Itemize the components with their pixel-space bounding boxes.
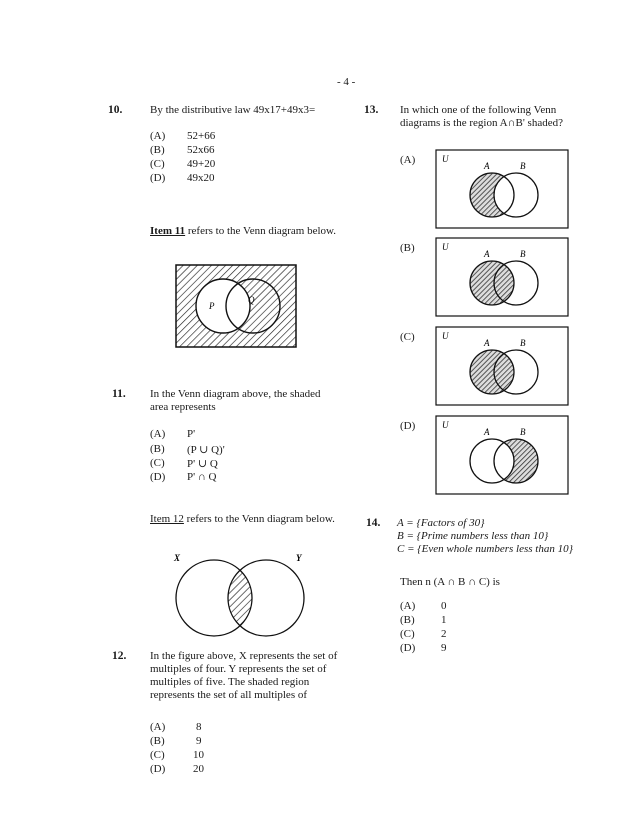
q11-option-a-text: P' xyxy=(187,428,196,440)
q12-option-c-label[interactable]: (C) xyxy=(150,749,165,761)
q10-option-c-label[interactable]: (C) xyxy=(150,158,165,170)
q11-stem-line2: area represents xyxy=(150,401,216,413)
figure-12-venn xyxy=(166,550,316,640)
q13-option-c-venn xyxy=(436,327,568,405)
q11-stem-line1: In the Venn diagram above, the shaded xyxy=(150,388,321,400)
q13d-u: U xyxy=(442,420,449,430)
q11-option-c-text: P' ∪ Q xyxy=(187,458,218,470)
q13-option-a-label[interactable]: (A) xyxy=(400,154,416,166)
q14-set-b: B = {Prime numbers less than 10} xyxy=(397,530,549,542)
item12-rest: refers to the Venn diagram below. xyxy=(183,513,335,525)
item11-rest: refers to the Venn diagram below. xyxy=(185,225,337,237)
q14-option-d-label[interactable]: (D) xyxy=(400,642,416,654)
q12-stem-line1: In the figure above, X represents the set of xyxy=(150,650,338,662)
q12-stem-line3: multiples of five. The shaded region xyxy=(150,676,310,688)
q13-option-a-venn xyxy=(436,150,568,228)
q14-option-c-text: 2 xyxy=(441,628,447,640)
q14-option-c-label[interactable]: (C) xyxy=(400,628,415,640)
q12-option-a-label[interactable]: (A) xyxy=(150,721,166,733)
fig11-label-p: P xyxy=(209,301,215,311)
q14-option-d-text: 9 xyxy=(441,642,447,654)
q10-option-a-text: 52+66 xyxy=(187,130,216,142)
q13b-a: A xyxy=(484,249,490,259)
q11-option-d-label[interactable]: (D) xyxy=(150,471,166,483)
q12-option-b-label[interactable]: (B) xyxy=(150,735,165,747)
q12-option-c-text: 10 xyxy=(193,749,204,761)
q13-option-d-venn xyxy=(436,416,568,494)
q13-option-b-venn xyxy=(436,238,568,316)
q11-option-c-label[interactable]: (C) xyxy=(150,457,165,469)
q11-option-b-label[interactable]: (B) xyxy=(150,443,165,455)
q14-option-b-text: 1 xyxy=(441,614,447,626)
q13a-u: U xyxy=(442,154,449,164)
page-number: - 4 - xyxy=(337,76,356,88)
q14-option-a-text: 0 xyxy=(441,600,447,612)
q14-option-b-label[interactable]: (B) xyxy=(400,614,415,626)
q12-stem-line4: represents the set of all multiples of xyxy=(150,689,308,701)
q14-option-a-label[interactable]: (A) xyxy=(400,600,416,612)
q13-number: 13. xyxy=(364,104,379,116)
q10-option-a-label[interactable]: (A) xyxy=(150,130,166,142)
item12-label: Item 12 xyxy=(150,513,184,525)
q11-number: 11. xyxy=(112,388,126,400)
q14-set-c: C = {Even whole numbers less than 10} xyxy=(397,543,574,555)
q13b-u: U xyxy=(442,242,449,252)
q12-number: 12. xyxy=(112,650,127,662)
q13d-a: A xyxy=(484,427,490,437)
q10-number: 10. xyxy=(108,104,123,116)
q10-option-b-label[interactable]: (B) xyxy=(150,144,165,156)
q10-option-d-label[interactable]: (D) xyxy=(150,172,166,184)
q11-option-b-text: (P ∪ Q)' xyxy=(187,444,225,456)
q14-question: Then n (A ∩ B ∩ C) is xyxy=(400,576,500,588)
item11-caption xyxy=(150,225,336,237)
q11-option-d-text: P' ∩ Q xyxy=(187,471,217,483)
q13c-u: U xyxy=(442,331,449,341)
q12-option-a-text: 8 xyxy=(196,721,202,733)
fig12-label-y: Y xyxy=(296,553,302,563)
fig12-label-x: X xyxy=(174,553,181,563)
fig11-label-q: Q xyxy=(248,295,255,305)
q12-option-d-label[interactable]: (D) xyxy=(150,763,166,775)
q13-stem-line1: In which one of the following Venn xyxy=(400,104,557,116)
q13a-b: B xyxy=(520,161,526,171)
q10-option-b-text: 52x66 xyxy=(187,144,215,156)
figure-11-venn xyxy=(176,265,296,347)
q13-stem-line2: diagrams is the region A∩B' shaded? xyxy=(400,117,563,129)
q10-option-d-text: 49x20 xyxy=(187,172,215,184)
q10-option-c-text: 49+20 xyxy=(187,158,216,170)
q13d-b: B xyxy=(520,427,526,437)
q13c-a: A xyxy=(484,338,490,348)
q12-option-b-text: 9 xyxy=(196,735,202,747)
q13-option-c-label[interactable]: (C) xyxy=(400,331,415,343)
q14-number: 14. xyxy=(366,517,381,529)
q11-option-a-label[interactable]: (A) xyxy=(150,428,166,440)
q13-option-b-label[interactable]: (B) xyxy=(400,242,415,254)
q14-set-a: A = {Factors of 30} xyxy=(397,517,485,529)
q13-option-d-label[interactable]: (D) xyxy=(400,420,416,432)
item11-label: Item 11 xyxy=(150,225,186,237)
q13c-b: B xyxy=(520,338,526,348)
q10-stem: By the distributive law 49x17+49x3= xyxy=(150,104,316,116)
q12-option-d-text: 20 xyxy=(193,763,204,775)
q12-stem-line2: multiples of four. Y represents the set of xyxy=(150,663,327,675)
item12-caption xyxy=(150,513,335,525)
q13b-b: B xyxy=(520,249,526,259)
q13a-a: A xyxy=(484,161,490,171)
